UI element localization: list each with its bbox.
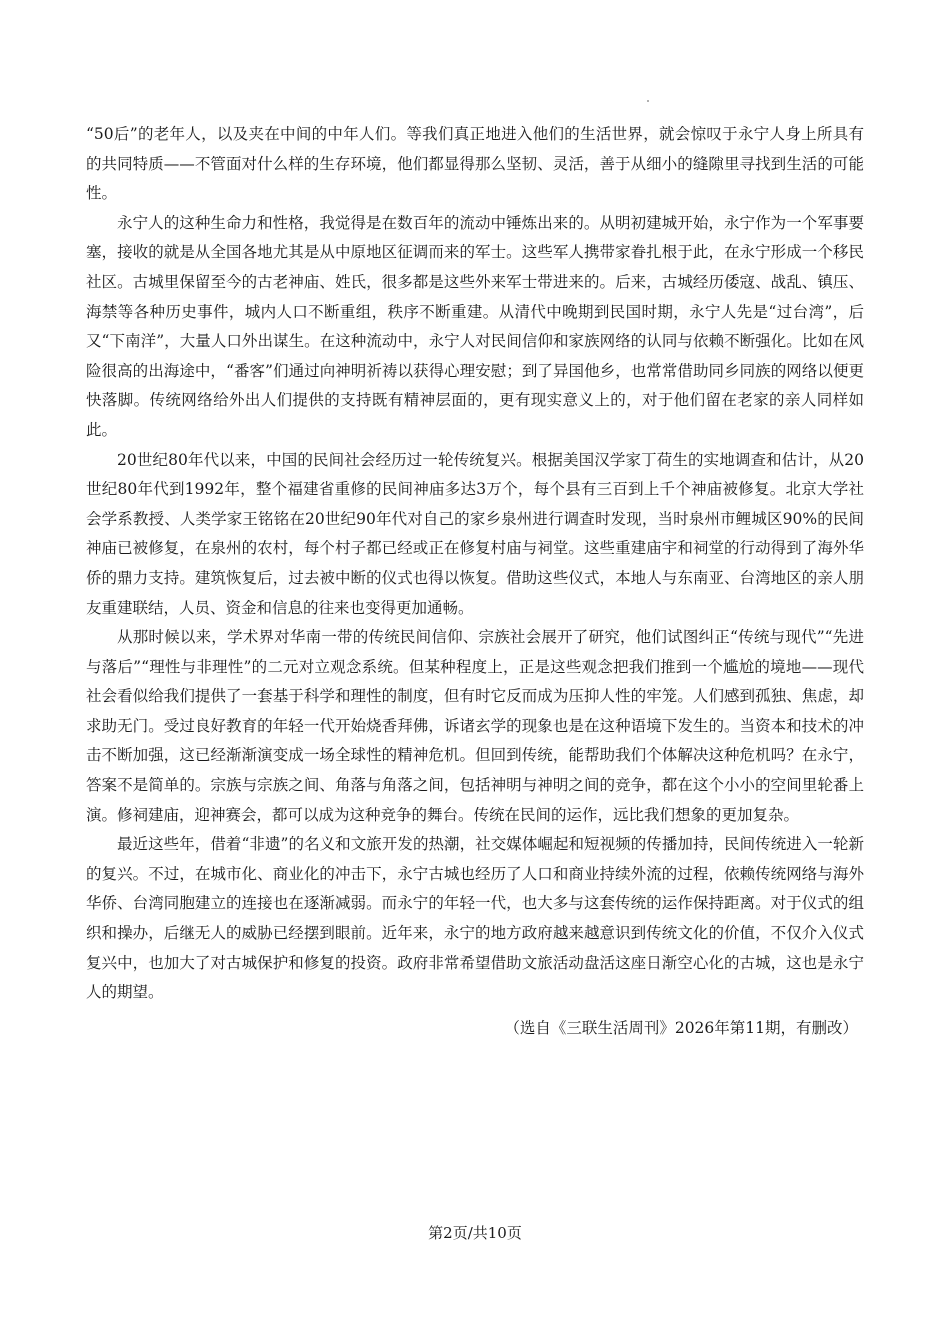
paragraph-5: 最近这些年，借着“非遗”的名义和文旅开发的热潮，社交媒体崛起和短视频的传播加持，民间传统进入一轮新的复兴。不过，在城市化、商业化的冲击下，永宁古城也经历了人口和商业持续外流的过程，依赖传统网络与海外华侨、台湾同胞建立的连接也在逐渐减弱。而永宁的年轻一代，也大多与这套传统的运作保持距离。对于仪式的组织和操办，后继无人的威胁已经摆到眼前。近年来，永宁的地方政府越来越意识到传统文化的价值，不仅介入仪式复兴中，也加大了对古城保护和修复的投资。政府非常希望借助文旅活动盘活这座日渐空心化的古城，这也是永宁人的期望。 xyxy=(86,835,864,1002)
paragraph-1: “50后”的老年人，以及夹在中间的中年人们。等我们真正地进入他们的生活世界，就会惊叹于永宁人身上所具有的共同特质——不管面对什么样的生存环境，他们都显得那么坚韧、灵活，善于从细小的缝隙里寻找到生活的可能性。 xyxy=(86,125,864,203)
scan-speck xyxy=(647,100,649,102)
paragraph-2: 永宁人的这种生命力和性格，我觉得是在数百年的流动中锤炼出来的。从明初建城开始，永宁作为一个军事要塞，接收的就是从全国各地尤其是从中原地区征调而来的军士。这些军人携带家眷扎根于此，在永宁形成一个移民社区。古城里保留至今的古老神庙、姓氏，很多都是这些外来军士带进来的。后来，古城经历倭寇、战乱、镇压、海禁等各种历史事件，城内人口不断重组，秩序不断重建。从清代中晚期到民国时期，永宁人先是“过台湾”，后又“下南洋”，大量人口外出谋生。在这种流动中，永宁人对民间信仰和家族网络的认同与依赖不断强化。比如在风险很高的出海途中，“番客”们通过向神明祈祷以获得心理安慰；到了异国他乡，也常常借助同乡同族的网络以便更快落脚。传统网络给外出人们提供的支持既有精神层面的，更有现实意义上的，对于他们留在老家的亲人同样如此。 xyxy=(86,213,864,439)
paragraph-3: 20世纪80年代以来，中国的民间社会经历过一轮传统复兴。根据美国汉学家丁荷生的实地调查和估计，从20世纪80年代到1992年，整个福建省重修的民间神庙多达3万个，每个县有三百到上千个神庙被修复。北京大学社会学系教授、人类学家王铭铭在20世纪90年代对自己的家乡泉州进行调查时发现，当时泉州市鲤城区90%的民间神庙已被修复，在泉州的农村，每个村子都已经或正在修复村庙与祠堂。这些重建庙宇和祠堂的行动得到了海外华侨的鼎力支持。建筑恢复后，过去被中断的仪式也得以恢复。借助这些仪式，本地人与东南亚、台湾地区的亲人朋友重建联结，人员、资金和信息的往来也变得更加通畅。 xyxy=(86,450,864,617)
article-body xyxy=(86,120,864,1043)
article-source: （选自《三联生活周刊》2026年第11期，有删改） xyxy=(504,1018,858,1037)
page-number: 第2页/共10页 xyxy=(428,1224,522,1242)
paragraph-4: 从那时候以来，学术界对华南一带的传统民间信仰、宗族社会展开了研究，他们试图纠正“传统与现代”“先进与落后”“理性与非理性”的二元对立观念系统。但某种程度上，正是这些观念把我们推到一个尴尬的境地——现代社会看似给我们提供了一套基于科学和理性的制度，但有时它反而成为压抑人性的牢笼。人们感到孤独、焦虑，却求助无门。受过良好教育的年轻一代开始烧香拜佛，诉诸玄学的现象也是在这种语境下发生的。当资本和技术的冲击不断加强，这已经渐渐演变成一场全球性的精神危机。但回到传统，能帮助我们个体解决这种危机吗？在永宁，答案不是简单的。宗族与宗族之间、角落与角落之间，包括神明与神明之间的竞争，都在这个小小的空间里轮番上演。修祠建庙，迎神赛会，都可以成为这种竞争的舞台。传统在民间的运作，远比我们想象的更加复杂。 xyxy=(86,628,864,824)
